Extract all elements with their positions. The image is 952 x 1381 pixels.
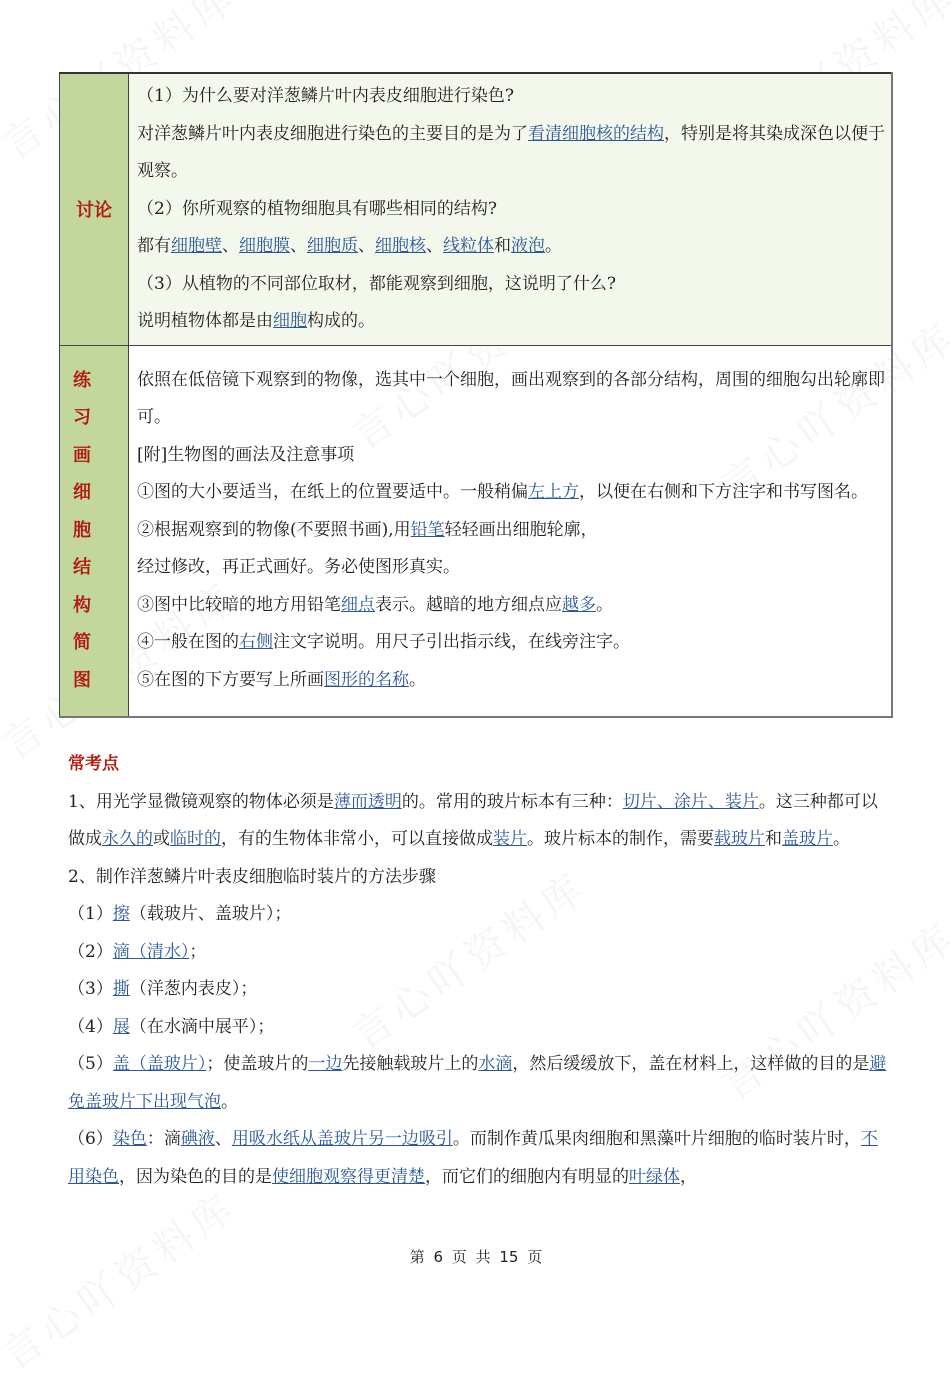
text-segment: 、 xyxy=(426,236,443,256)
text-segment: 、 xyxy=(222,236,239,256)
text-line xyxy=(137,474,885,512)
keyword-answer: 永久的 xyxy=(102,829,153,849)
text-segment: 、 xyxy=(214,1129,232,1149)
keyword-answer: 看清细胞核的结构 xyxy=(528,123,664,144)
text-segment: 轻轻画出细胞轮廓， xyxy=(444,519,598,540)
keyword-answer: 使细胞观察得更清楚 xyxy=(272,1166,425,1187)
keyword-answer: 图形的名称 xyxy=(324,669,409,690)
text-line xyxy=(137,78,885,116)
text-segment: （3）从植物的不同部位取材，都能观察到细胞，这说明了什么? xyxy=(137,273,616,294)
keyword-answer: 越多 xyxy=(562,594,596,615)
text-segment: ④一般在图的 xyxy=(137,632,239,653)
text-segment: 。这三种都可以做成 xyxy=(68,791,878,849)
row-label-discussion xyxy=(60,73,129,345)
keyword-answer: 避免盖玻片下出现气泡 xyxy=(68,1054,887,1112)
text-line xyxy=(137,624,885,662)
text-segment: 先接触载玻片上的 xyxy=(342,1054,479,1074)
keyword-answer: 展 xyxy=(112,1016,130,1037)
keyword-answer: 用吸水纸从盖玻片另一边吸引 xyxy=(231,1129,453,1149)
text-line xyxy=(137,362,885,437)
text-segment: 1、用光学显微镜观察的物体必须是 xyxy=(68,791,334,812)
text-segment: （6） xyxy=(68,1129,113,1149)
study-table xyxy=(59,72,893,718)
row-label-drawing xyxy=(60,345,129,717)
text-segment: 依照在低倍镜下观察到的物像，选其中一个细胞，画出观察到的各部分结构，周围的细胞勾出轮廓即可。 xyxy=(137,369,885,428)
keyword-answer: 切片、涂片、装片 xyxy=(622,791,759,812)
text-line xyxy=(68,1121,888,1196)
text-line xyxy=(137,587,885,625)
text-segment: 。 xyxy=(833,829,850,849)
keyword-answer: 一边 xyxy=(308,1054,343,1074)
text-segment: 说明植物体都是由 xyxy=(137,311,273,331)
text-segment: 。 xyxy=(409,669,426,690)
text-segment: ，然后缓缓放下，盖在材料上，这样做的目的是 xyxy=(512,1054,870,1074)
text-segment: 经过修改，再正式画好。务必使图形真实。 xyxy=(137,557,460,578)
text-segment: 。 xyxy=(545,236,562,256)
text-line xyxy=(68,896,888,934)
text-segment: ③图中比较暗的地方用铅笔 xyxy=(137,594,341,615)
text-segment: （2）你所观察的植物细胞具有哪些相同的结构? xyxy=(137,198,497,219)
keyword-answer: 临时的 xyxy=(170,829,221,849)
keyword-answer: 液泡 xyxy=(511,236,545,256)
text-segment: 。而制作黄瓜果肉细胞和黑藻叶片细胞的临时装片时， xyxy=(452,1129,861,1149)
text-segment: 。 xyxy=(596,594,613,615)
text-segment: [附]生物图的画法及注意事项 xyxy=(137,444,355,465)
keyword-answer: 左上方 xyxy=(528,482,579,503)
text-segment: 2、制作洋葱鳞片叶表皮细胞临时装片的方法步骤 xyxy=(68,866,436,887)
text-segment: 或 xyxy=(153,829,170,849)
text-line xyxy=(137,116,885,191)
text-segment: ，因为染色的目的是 xyxy=(119,1166,272,1187)
text-segment: 和 xyxy=(765,829,782,849)
text-segment: 对洋葱鳞片叶内表皮细胞进行染色的主要目的是为了 xyxy=(137,123,528,144)
text-segment: 和 xyxy=(494,236,511,256)
text-segment: ⑤在图的下方要写上所画 xyxy=(137,669,324,690)
keyword-answer: 细胞壁 xyxy=(171,236,222,256)
keyword-answer: 碘液 xyxy=(180,1129,215,1149)
text-segment: ， xyxy=(680,1166,697,1187)
text-segment: （1） xyxy=(68,904,113,924)
keyword-answer: 装片 xyxy=(493,829,527,849)
row-label-text: 练习 画细 胞结 构简 图 xyxy=(73,369,109,691)
text-segment: （载玻片、盖玻片）； xyxy=(129,904,292,924)
text-segment: （2） xyxy=(68,941,113,962)
text-segment: （5） xyxy=(68,1054,113,1074)
text-segment: ①图的大小要适当，在纸上的位置要适中。一般稍偏 xyxy=(137,482,528,503)
text-segment: 。 xyxy=(221,1091,238,1112)
keyword-answer: 载玻片 xyxy=(714,829,765,849)
text-line xyxy=(137,512,885,550)
keyword-answer: 擦 xyxy=(112,904,130,924)
keyword-answer: 线粒体 xyxy=(443,236,494,256)
text-segment: （在水滴中展平）； xyxy=(129,1016,275,1037)
text-segment: （3） xyxy=(68,979,113,999)
keyword-answer: 盖玻片 xyxy=(782,829,833,849)
row-label-text: 讨论 xyxy=(76,200,112,222)
row-content-drawing xyxy=(129,345,893,717)
keyword-answer: 细胞膜 xyxy=(239,236,290,256)
keyword-answer: 细点 xyxy=(341,594,375,615)
text-line xyxy=(68,1009,888,1047)
text-segment: ②根据观察到的物像(不要照书画),用 xyxy=(137,519,411,540)
keyword-answer: 细胞核 xyxy=(375,236,426,256)
text-line xyxy=(68,1046,888,1121)
keyword-answer: 薄而透明 xyxy=(333,791,402,812)
keyword-answer: 水滴 xyxy=(478,1054,513,1074)
keyword-answer: 盖（盖玻片） xyxy=(112,1054,207,1074)
section-heading: 常考点 xyxy=(68,754,119,774)
text-segment: ：滴 xyxy=(146,1129,181,1149)
page-number: 第 6 页 共 15 页 xyxy=(409,1248,543,1266)
row-content-discussion xyxy=(129,73,893,345)
text-line xyxy=(137,228,885,266)
text-line xyxy=(137,662,885,700)
text-segment: 都有 xyxy=(137,236,171,256)
text-segment: （4） xyxy=(68,1016,113,1037)
keyword-answer: 细胞质 xyxy=(307,236,358,256)
text-segment: ；使盖玻片的 xyxy=(206,1054,309,1074)
text-line xyxy=(137,437,885,475)
key-points-section xyxy=(68,746,888,1196)
text-segment: 的。常用的玻片标本有三种： xyxy=(401,791,623,812)
table-row-discussion xyxy=(60,73,893,345)
text-line xyxy=(137,303,885,341)
section-body xyxy=(68,784,888,1197)
keyword-answer: 细胞 xyxy=(273,311,307,331)
text-segment: 构成的。 xyxy=(307,311,375,331)
text-segment: ，而它们的细胞内有明显的 xyxy=(425,1166,629,1187)
keyword-answer: 染色 xyxy=(112,1129,147,1149)
text-segment: 表示。越暗的地方细点应 xyxy=(375,594,562,615)
text-line xyxy=(137,191,885,229)
text-line xyxy=(137,549,885,587)
keyword-answer: 叶绿体 xyxy=(629,1166,680,1187)
text-line xyxy=(137,266,885,304)
text-segment: 注文字说明。用尺子引出指示线，在线旁注字。 xyxy=(273,632,630,653)
text-segment: ，特别是将其染成深色以便于观察。 xyxy=(137,123,885,181)
text-segment: 。玻片标本的制作，需要 xyxy=(527,829,714,849)
keyword-answer: 不用染色 xyxy=(68,1129,878,1187)
text-segment: （洋葱内表皮）； xyxy=(129,979,258,999)
keyword-answer: 撕 xyxy=(112,979,130,999)
keyword-answer: 铅笔 xyxy=(410,519,445,540)
text-line xyxy=(68,934,888,972)
text-segment: （1）为什么要对洋葱鳞片叶内表皮细胞进行染色? xyxy=(137,86,514,106)
text-segment: 、 xyxy=(358,236,375,256)
watermark xyxy=(0,1176,247,1381)
text-line xyxy=(68,784,888,859)
text-segment: ，以便在右侧和下方注字和书写图名。 xyxy=(579,482,868,503)
table-row-drawing xyxy=(60,345,893,717)
keyword-answer: 滴（清水） xyxy=(112,941,190,962)
text-line xyxy=(68,859,888,897)
keyword-answer: 右侧 xyxy=(239,632,273,653)
text-segment: ，有的生物体非常小，可以直接做成 xyxy=(221,829,493,849)
text-segment: 、 xyxy=(290,236,307,256)
text-segment: ； xyxy=(189,941,207,962)
text-line xyxy=(68,971,888,1009)
